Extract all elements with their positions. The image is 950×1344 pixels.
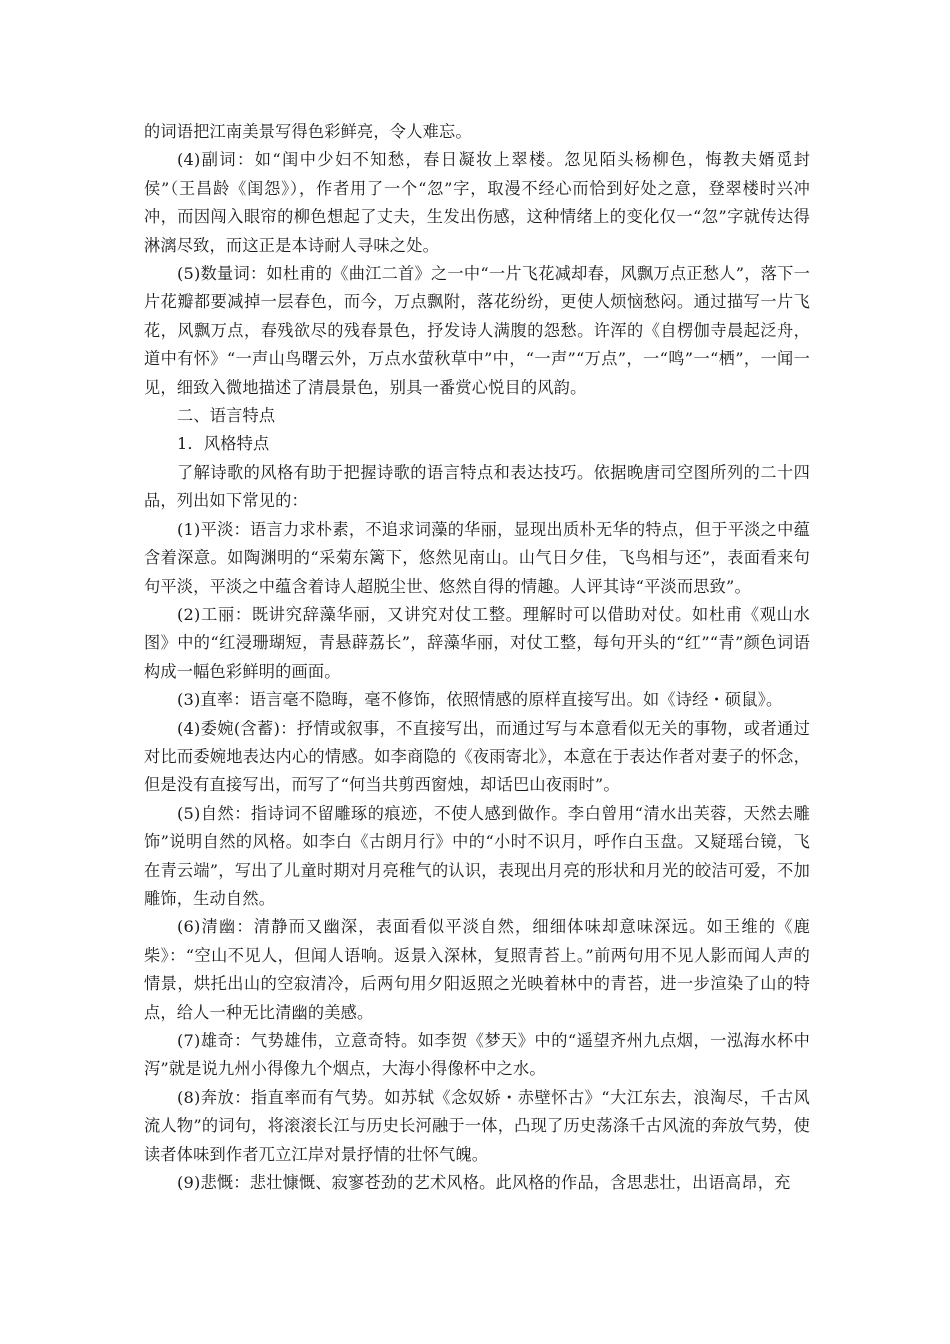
- paragraph-2: (4)副词：如“闺中少妇不知愁，春日凝妆上翠楼。忽见陌头杨柳色，悔教夫婿觅封侯”（王昌龄《闺怨》），作者用了一个“忽”字，取漫不经心而恰到好处之意，登翠楼时兴冲冲，而因闯入眼帘的柳色想起了丈夫，生发出伤感，这种情绪上的变化仅一“忽”字就传达得淋漓尽致，而这正是本诗耐人寻味之处。: [144, 150, 810, 255]
- paragraph-6: 了解诗歌的风格有助于把握诗歌的语言特点和表达技巧。依据晚唐司空图所列的二十四品，列出如下常见的：: [144, 462, 810, 511]
- paragraph-8: (2)工丽：既讲究辞藻华丽，又讲究对仗工整。理解时可以借助对仗。如杜甫《观山水图》中的“红浸珊瑚短，青悬薜荔长”，辞藻华丽，对仗工整，每句开头的“红”“青”颜色词语构成一幅色彩鲜明的画面。: [144, 604, 810, 681]
- paragraph-9: (3)直率：语言毫不隐晦，毫不修饰，依照情感的原样直接写出。如《诗经・硕鼠》。: [177, 690, 783, 710]
- paragraph-14: (8)奔放：指直率而有气势。如苏轼《念奴娇・赤壁怀古》“大江东去，浪淘尽，千古风流人物”的词句，将滚滚长江与历史长河融于一体，凸现了历史荡涤千古风流的奔放气势，使读者体味到作者兀立江岸对景抒情的壮怀气魄。: [144, 1087, 810, 1164]
- paragraph-11: (5)自然：指诗词不留雕琢的痕迹，不使人感到做作。李白曾用“清水出芙蓉，天然去雕饰”说明自然的风格。如李白《古朗月行》中的“小时不识月，呼作白玉盘。又疑瑶台镜，飞在青云端”，写出了儿童时期对月亮稚气的认识，表现出月亮的形状和月光的皎洁可爱，不加雕饰，生动自然。: [144, 803, 810, 908]
- paragraph-7: (1)平淡：语言力求朴素，不追求词藻的华丽，显现出质朴无华的特点，但于平淡之中蕴含着深意。如陶渊明的“采菊东篱下，悠然见南山。山气日夕佳，飞鸟相与还”，表面看来句句平淡，平淡之中蕴含着诗人超脱尘世、悠然自得的情趣。人评其诗“平淡而思致”。: [144, 519, 810, 596]
- document-page: [144, 118, 810, 1197]
- paragraph-12: (6)清幽：清静而又幽深，表面看似平淡自然，细细体味却意味深远。如王维的《鹿柴》：“空山不见人，但闻人语响。返景入深林，复照青苔上。”前两句用不见人影而闻人声的情景，烘托出山的空寂清冷，后两句用夕阳返照之光映着林中的青苔，进一步渲染了山的特点，给人一种无比清幽的美感。: [144, 917, 810, 1022]
- paragraph-1: 的词语把江南美景写得色彩鲜亮，令人难忘。: [144, 122, 472, 141]
- paragraph-13: (7)雄奇：气势雄伟，立意奇特。如李贺《梦天》中的“遥望齐州九点烟，一泓海水杯中泻”就是说九州小得像九个烟点，大海小得像杯中之水。: [144, 1031, 810, 1079]
- paragraph-10: (4)委婉(含蓄)：抒情或叙事，不直接写出，而通过写与本意看似无关的事物，或者通过对比而委婉地表达内心的情感。如李商隐的《夜雨寄北》，本意在于表达作者对妻子的怀念，但是没有直接写出，而写了“何当共剪西窗烛，却话巴山夜雨时”。: [144, 718, 810, 795]
- paragraph-3: (5)数量词：如杜甫的《曲江二首》之一中“一片飞花减却春，风飘万点正愁人”，落下一片花瓣都要减掉一层春色，而今，万点飘附，落花纷纷，更使人烦恼愁闷。通过描写一片飞花，风飘万点，春残欲尽的残春景色，抒发诗人满腹的怨愁。许浑的《自楞伽寺晨起泛舟，道中有怀》“一声山鸟曙云外，万点水萤秋草中”中，“一声”“万点”，一“鸣”一“栖”，一闻一见，细致入微地描述了清晨景色，别具一番赏心悦目的风韵。: [144, 264, 810, 397]
- paragraph-4: 二、语言特点: [177, 406, 276, 426]
- paragraph-15: (9)悲慨：悲壮慷慨、寂寥苍劲的艺术风格。此风格的作品，含思悲壮，出语高昂，充: [177, 1173, 791, 1193]
- paragraph-5: 1．风格特点: [177, 434, 270, 454]
